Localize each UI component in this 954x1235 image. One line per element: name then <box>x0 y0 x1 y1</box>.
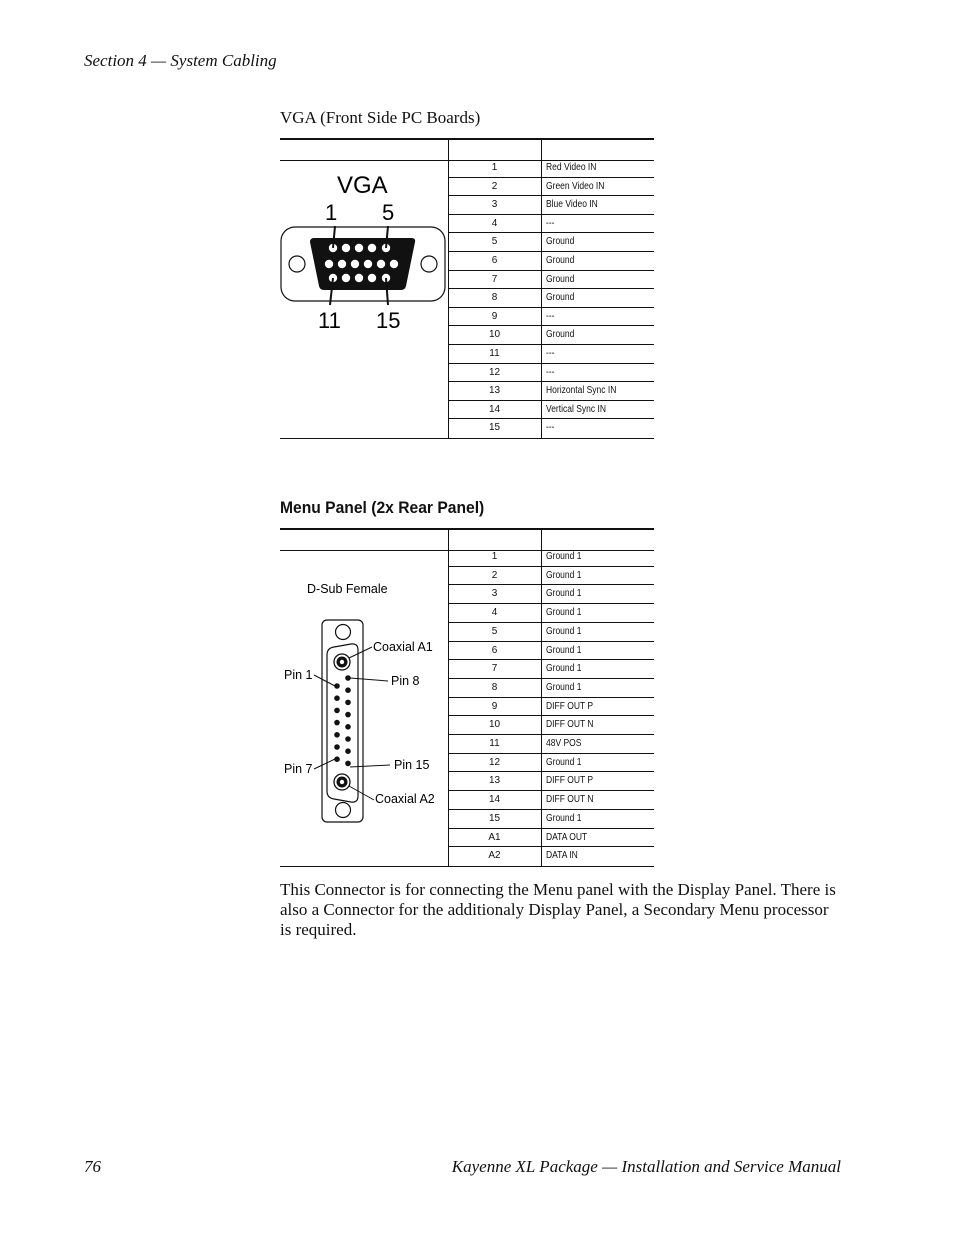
dsub-pin-hole <box>345 675 351 681</box>
menu-pin-list <box>449 548 654 866</box>
menu-pin-signal: Ground 1 <box>546 607 582 619</box>
vga-pin-signal: Ground <box>546 292 575 304</box>
menu-pin-signal: Ground 1 <box>546 756 582 768</box>
vga-section-title: VGA (Front Side PC Boards) <box>280 108 481 127</box>
vga-pin-row <box>449 159 654 178</box>
vga-pin-hole <box>364 260 372 268</box>
menu-pin-number: 4 <box>491 607 498 619</box>
vga-pin-list <box>449 159 654 438</box>
running-header: Section 4 — System Cabling <box>84 51 277 70</box>
pin-7-label: Pin 7 <box>284 762 313 776</box>
dsub-pin-hole <box>345 748 351 754</box>
menu-pin-number: 8 <box>491 681 498 693</box>
vga-pin-signal: Blue Video IN <box>546 199 598 211</box>
coax-a2-label: Coaxial A2 <box>375 792 435 806</box>
vga-pin-1-label: 1 <box>325 200 338 225</box>
vga-pin-signal: Horizontal Sync IN <box>546 385 617 397</box>
vga-pin-hole <box>368 244 376 252</box>
vga-pin-signal: Ground <box>546 273 575 285</box>
vga-pin-number: 11 <box>489 347 500 359</box>
vga-pin-hole <box>355 244 363 252</box>
vga-pin-number: 4 <box>491 217 498 229</box>
page-number: 76 <box>84 1157 101 1176</box>
vga-connector-diagram <box>280 159 448 438</box>
vga-pin-signal: --- <box>546 366 555 378</box>
menu-pin-row <box>449 810 654 829</box>
menu-pin-row <box>449 604 654 623</box>
vga-pin-number: 13 <box>488 385 501 397</box>
vga-pin-number: 1 <box>491 162 498 173</box>
connector-description: This Connector is for connecting the Menu panel with the Display Panel. There is also a Connector for the additionaly Display Panel, a Secondary Menu processor is required. <box>280 880 836 939</box>
menu-pin-row <box>449 698 654 717</box>
dsub-pin-hole <box>334 708 340 714</box>
vga-pin-number: 15 <box>488 422 501 434</box>
vga-pin-11-label: 11 <box>318 308 341 333</box>
menu-pin-signal: Ground 1 <box>546 625 582 637</box>
dsub-pin-hole <box>334 744 340 750</box>
vga-pin-signal: Vertical Sync IN <box>546 403 607 415</box>
vga-pin-number: 14 <box>488 403 501 415</box>
vga-pin-signal: Ground <box>546 254 575 266</box>
vga-pin-number: 12 <box>488 366 501 378</box>
dsub-pin-hole <box>334 695 340 701</box>
menu-pin-row <box>449 623 654 642</box>
vga-pin-number: 10 <box>488 329 501 341</box>
dsub-pin-hole <box>334 683 340 689</box>
menu-pin-number: 15 <box>488 812 501 824</box>
dsub-pin-hole <box>334 720 340 726</box>
vga-pin-number: 5 <box>491 236 498 248</box>
vga-pin-signal: --- <box>546 217 555 229</box>
menu-pin-row <box>449 772 654 791</box>
vga-pin-hole <box>390 260 398 268</box>
menu-pinout-table <box>280 548 654 867</box>
coax-a1-socket <box>334 654 350 670</box>
menu-pin-signal: Ground 1 <box>546 569 582 581</box>
vga-pin-row <box>449 252 654 271</box>
menu-panel-section-title: Menu Panel (2x Rear Panel) <box>280 498 485 517</box>
pin-15-label: Pin 15 <box>394 758 430 772</box>
menu-pin-signal: DIFF OUT N <box>546 794 594 806</box>
menu-pin-signal: Ground 1 <box>546 588 582 600</box>
vga-pin-row <box>449 271 654 290</box>
menu-pin-row <box>449 642 654 661</box>
menu-pin-row <box>449 735 654 754</box>
vga-pin-15-label: 15 <box>376 308 401 333</box>
vga-screw-left <box>289 256 305 272</box>
menu-pin-number: 3 <box>491 588 498 600</box>
coax-a2-socket <box>334 774 350 790</box>
dsub-pin-hole <box>345 700 351 706</box>
dsub-pin-hole <box>334 732 340 738</box>
vga-pin-5-label: 5 <box>382 200 395 225</box>
vga-pin-row <box>449 233 654 252</box>
menu-pin-signal: Ground 1 <box>546 812 582 824</box>
vga-pin-hole <box>325 260 333 268</box>
vga-pin-hole <box>351 260 359 268</box>
vga-diagram-label: VGA <box>337 172 388 199</box>
vga-pin-number: 7 <box>491 273 498 285</box>
menu-pin-number: 7 <box>491 663 498 675</box>
vga-pin-row <box>449 215 654 234</box>
vga-pin-hole <box>338 260 346 268</box>
vga-table-header <box>280 138 654 161</box>
menu-pin-row <box>449 829 654 848</box>
dsub-screw-top <box>336 625 351 640</box>
menu-pin-number: 11 <box>489 738 500 750</box>
vga-pin-signal: Green Video IN <box>546 180 605 192</box>
dsub-pin-hole <box>345 761 351 767</box>
menu-pin-number: 1 <box>491 551 498 562</box>
menu-pin-row <box>449 847 654 866</box>
menu-pin-signal: DIFF OUT P <box>546 700 594 712</box>
menu-pin-signal: Ground 1 <box>546 551 582 562</box>
dsub-pin-hole <box>345 724 351 730</box>
menu-pin-number: 5 <box>491 625 498 637</box>
menu-pin-number: 6 <box>491 644 498 656</box>
vga-pin-number: 9 <box>491 310 498 322</box>
pin-8-label: Pin 8 <box>391 674 420 688</box>
dsub-connector-diagram <box>280 548 448 866</box>
menu-pin-signal: Ground 1 <box>546 663 582 675</box>
pin-1-label: Pin 1 <box>284 668 313 682</box>
menu-pin-signal: DIFF OUT P <box>546 775 594 787</box>
menu-pin-number: 9 <box>491 700 498 712</box>
menu-pin-row <box>449 791 654 810</box>
vga-screw-right <box>421 256 437 272</box>
menu-pin-number: 2 <box>491 569 498 581</box>
vga-pin-row <box>449 289 654 308</box>
vga-pin-hole <box>342 244 350 252</box>
manual-title: Kayenne XL Package — Installation and Service Manual <box>451 1157 841 1176</box>
vga-pin-row <box>449 196 654 215</box>
vga-pin-signal: --- <box>546 347 555 359</box>
vga-pin-signal: Red Video IN <box>546 162 597 173</box>
menu-pin-row <box>449 585 654 604</box>
menu-pin-number: 13 <box>488 775 501 787</box>
vga-pin-row <box>449 345 654 364</box>
dsub-pin-hole <box>345 736 351 742</box>
dsub-pin-hole <box>345 687 351 693</box>
menu-pin-row <box>449 567 654 586</box>
menu-pin-number: 12 <box>488 756 501 768</box>
vga-pin-signal: --- <box>546 422 555 434</box>
menu-pin-signal: 48V POS <box>546 738 582 750</box>
vga-pin-hole <box>377 260 385 268</box>
vga-pin-row <box>449 401 654 420</box>
vga-pin-row <box>449 382 654 401</box>
menu-pin-row <box>449 754 654 773</box>
vga-pin-row <box>449 364 654 383</box>
menu-pin-number: 14 <box>488 794 501 806</box>
dsub-screw-bottom <box>336 803 351 818</box>
menu-pin-number: A1 <box>488 831 501 843</box>
vga-pin-row <box>449 178 654 197</box>
menu-pin-signal: DATA IN <box>546 850 578 862</box>
menu-pin-signal: Ground 1 <box>546 644 582 656</box>
menu-pin-row <box>449 716 654 735</box>
vga-pin-hole <box>355 274 363 282</box>
coax-a1-label: Coaxial A1 <box>373 640 433 654</box>
vga-pin-row <box>449 419 654 438</box>
vga-pin-signal: Ground <box>546 329 575 341</box>
vga-pin-number: 3 <box>491 199 498 211</box>
dsub-connector-label: D-Sub Female <box>307 582 388 596</box>
vga-pin-number: 2 <box>491 180 498 192</box>
menu-pin-row <box>449 660 654 679</box>
vga-pinout-table <box>280 159 654 439</box>
vga-pin-signal: Ground <box>546 236 575 248</box>
vga-pin-hole <box>342 274 350 282</box>
vga-pin-hole <box>368 274 376 282</box>
menu-pin-signal: Ground 1 <box>546 681 582 693</box>
menu-pin-number: 10 <box>488 719 501 731</box>
vga-pin-row <box>449 326 654 345</box>
dsub-pin-hole <box>345 712 351 718</box>
menu-pin-signal: DIFF OUT N <box>546 719 594 731</box>
vga-pin-row <box>449 308 654 327</box>
menu-pin-row <box>449 548 654 567</box>
vga-pin-number: 8 <box>491 292 498 304</box>
vga-pin-signal: --- <box>546 310 555 322</box>
menu-pin-number: A2 <box>488 850 501 862</box>
menu-pin-signal: DATA OUT <box>546 831 588 843</box>
menu-pin-row <box>449 679 654 698</box>
vga-pin-number: 6 <box>491 254 498 266</box>
